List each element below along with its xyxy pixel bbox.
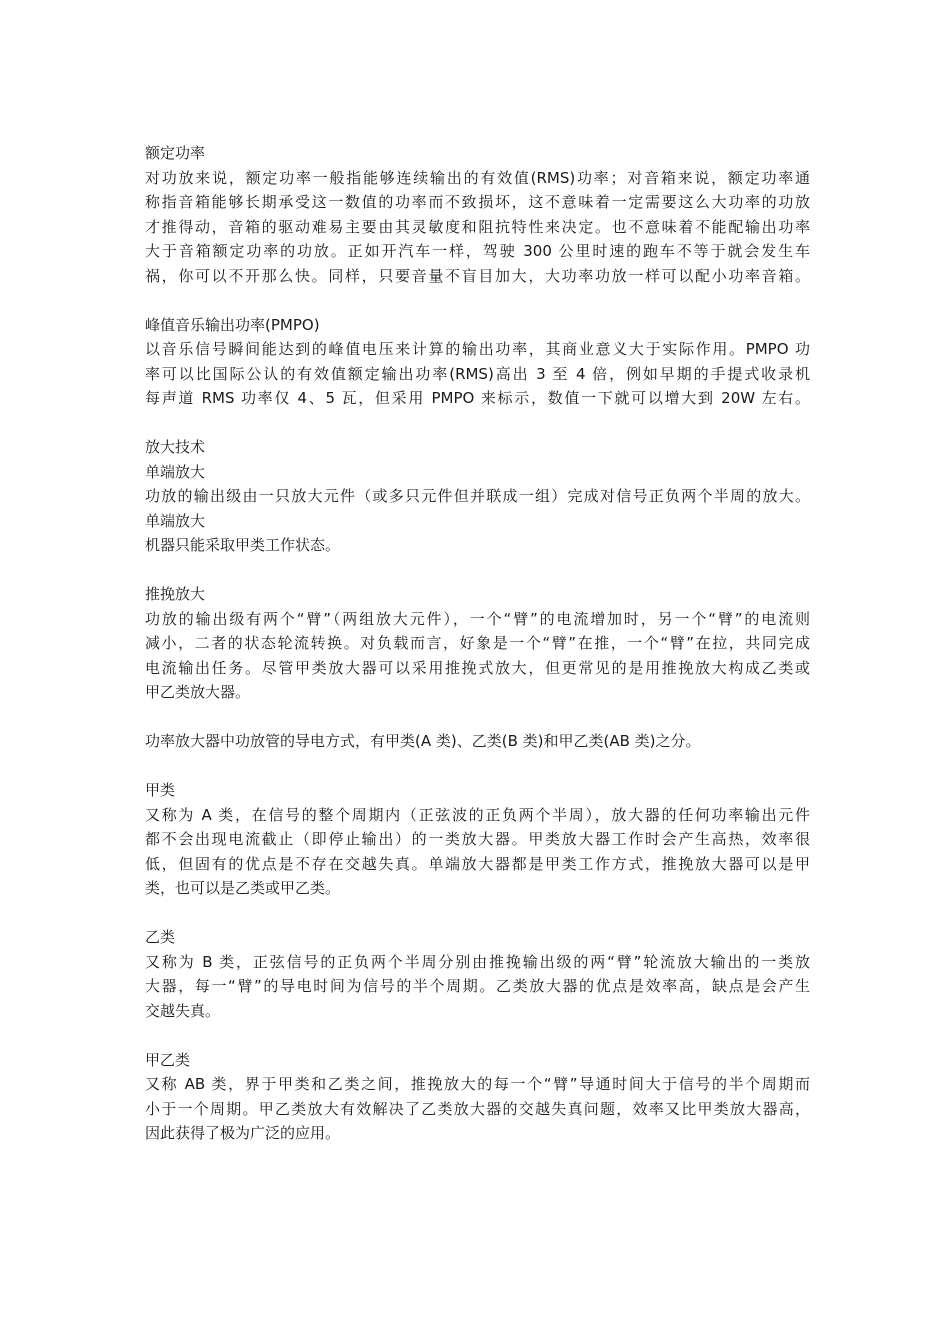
paragraph-line: 类，也可以是乙类或甲乙类。 [145, 879, 341, 897]
paragraph-gap [145, 754, 810, 779]
document-page [145, 141, 810, 1146]
section-heading-amp-tech: 放大技术 [145, 438, 206, 456]
paragraph-line: 机器只能采取甲类工作状态。 [145, 536, 341, 554]
paragraph-gap [145, 288, 810, 313]
paragraph-line: 功放的输出级由一只放大元件（或多只元件但并联成一组）完成对信号正负两个半周的放大。 [145, 487, 810, 505]
paragraph-line: 率可以比国际公认的有效值额定输出功率(RMS)高出 3 至 4 倍，例如早期的手提式收录机 [145, 364, 810, 383]
section-heading-class-b: 乙类 [145, 928, 176, 946]
paragraph-line: 又称为 A 类，在信号的整个周期内（正弦波的正负两个半周），放大器的任何功率输出元件 [145, 805, 810, 824]
subheading-single-ended: 单端放大 [145, 511, 206, 530]
paragraph-line: 减小，二者的状态轮流转换。对负载而言，好象是一个“臂”在推，一个“臂”在拉，共同完成 [145, 634, 810, 652]
paragraph-line: 都不会出现电流截止（即停止输出）的一类放大器。甲类放大器工作时会产生高热，效率很 [145, 830, 810, 848]
paragraph-line: 小于一个周期。甲乙类放大有效解决了乙类放大器的交越失真问题，效率又比甲类放大器高， [145, 1099, 810, 1118]
paragraph-line: 功率放大器中功放管的导电方式，有甲类(A 类)、乙类(B 类)和甲乙类(AB 类)之分。 [145, 732, 701, 750]
paragraph-line: 因此获得了极为广泛的应用。 [145, 1124, 341, 1142]
paragraph-line: 称指音箱能够长期承受这一数值的功率而不致损坏，这不意味着一定需要这么大功率的功放 [145, 193, 810, 211]
section-heading-class-ab: 甲乙类 [145, 1050, 191, 1069]
paragraph-gap [145, 901, 810, 926]
paragraph-line: 以音乐信号瞬间能达到的峰值电压来计算的输出功率，其商业意义大于实际作用。PMPO 功 [145, 340, 810, 358]
paragraph-line: 电流输出任务。尽管甲类放大器可以采用推挽式放大，但更常见的是用推挽放大构成乙类或 [145, 658, 810, 677]
paragraph-gap [145, 411, 810, 436]
paragraph-gap [145, 558, 810, 583]
section-heading-push-pull: 推挽放大 [145, 585, 206, 603]
paragraph-line: 每声道 RMS 功率仅 4、5 瓦，但采用 PMPO 来标示，数值一下就可以增大到 20W 左右。 [145, 389, 810, 407]
paragraph-line: 又称 AB 类，界于甲类和乙类之间，推挽放大的每一个“臂”导通时间大于信号的半个周期而 [145, 1075, 810, 1093]
paragraph-line: 对功放来说，额定功率一般指能够连续输出的有效值(RMS)功率；对音箱来说，额定功率通 [145, 168, 810, 187]
paragraph-line: 甲乙类放大器。 [145, 683, 251, 701]
paragraph-line: 交越失真。 [145, 1001, 221, 1020]
paragraph-line: 低，但固有的优点是不存在交越失真。单端放大器都是甲类工作方式，推挽放大器可以是甲 [145, 854, 810, 873]
paragraph-gap [145, 1023, 810, 1048]
paragraph-line: 大器，每一“臂”的导电时间为信号的半个周期。乙类放大器的优点是效率高，缺点是会产生 [145, 977, 810, 995]
section-heading-class-a: 甲类 [145, 781, 176, 799]
section-heading-pmpo: 峰值音乐输出功率(PMPO) [145, 315, 320, 334]
paragraph-line: 大于音箱额定功率的功放。正如开汽车一样，驾驶 300 公里时速的跑车不等于就会发生车 [145, 242, 810, 260]
paragraph-line: 又称为 B 类，正弦信号的正负两个半周分别由推挽输出级的两“臂”轮流放大输出的一类放 [145, 952, 810, 971]
paragraph-line: 才推得动，音箱的驱动难易主要由其灵敏度和阻抗特性来决定。也不意味着不能配输出功率 [145, 217, 810, 236]
section-heading-rated-power: 额定功率 [145, 144, 206, 162]
paragraph-line: 功放的输出级有两个“臂”（两组放大元件），一个“臂”的电流增加时，另一个“臂”的电流则 [145, 609, 810, 628]
subheading-single-ended: 单端放大 [145, 462, 206, 481]
paragraph-line: 祸，你可以不开那么快。同样，只要音量不盲目加大，大功率功放一样可以配小功率音箱。 [145, 266, 810, 285]
paragraph-gap [145, 705, 810, 730]
